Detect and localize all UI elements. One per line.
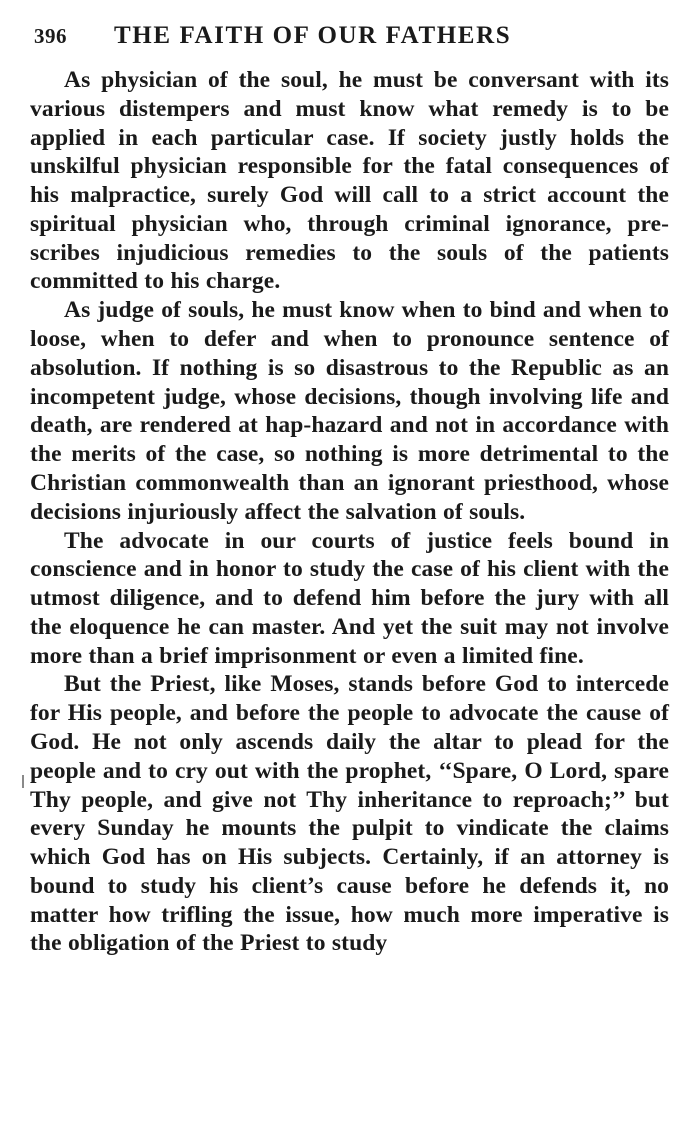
- running-title: THE FAITH OF OUR FATHERS: [114, 22, 512, 49]
- running-head: [0, 0, 695, 50]
- page-number: 396: [34, 24, 67, 48]
- paragraph: As judge of souls, he must know when to bind and when to loose, when to defer and when to pronounce sentence of absolution. If nothing is so disastrous to the Republic as an incompetent judge, whose decisions, though involving life and death, are rendered at hap-hazard and not in accordance with the merits of the case, so nothing is more detrimental to the Christian commonwealth than an ignorant priesthood, whose decisions injuriously affect the salvation of souls.: [30, 297, 669, 525]
- margin-mark: [22, 775, 24, 788]
- page-body: [0, 50, 695, 958]
- paragraph: As physician of the soul, he must be conversant with its various distempers and must know what remedy is to be applied in each particular case. If society justly holds the unskilful physician responsible for the fatal consequences of his malpractice, surely God will call to a strict account the spiritual physician who, through criminal ignorance, prescribes injudicious remedies to the souls of the patients committed to his charge.: [30, 67, 669, 295]
- paragraph: The advocate in our courts of justice feels bound in conscience and in honor to study the case of his client with the utmost diligence, and to defend him before the jury with all the eloquence he can master. And yet the suit may not involve more than a brief imprisonment or even a limited fine.: [30, 527, 669, 669]
- paragraph: But the Priest, like Moses, stands before God to intercede for His people, and before the people to advocate the cause of God. He not only ascends daily the altar to plead for the people and to cry out with the prophet, ‘‘Spare, O Lord, spare Thy people, and give not Thy inheritance to reproach;’’ but every Sunday he mounts the pulpit to vindicate the claims which God has on His subjects. Certainly, if an attorney is bound to study his client’s cause before he defends it, no matter how trifling the issue, how much more imperative is the obligation of the Priest to study: [30, 671, 669, 957]
